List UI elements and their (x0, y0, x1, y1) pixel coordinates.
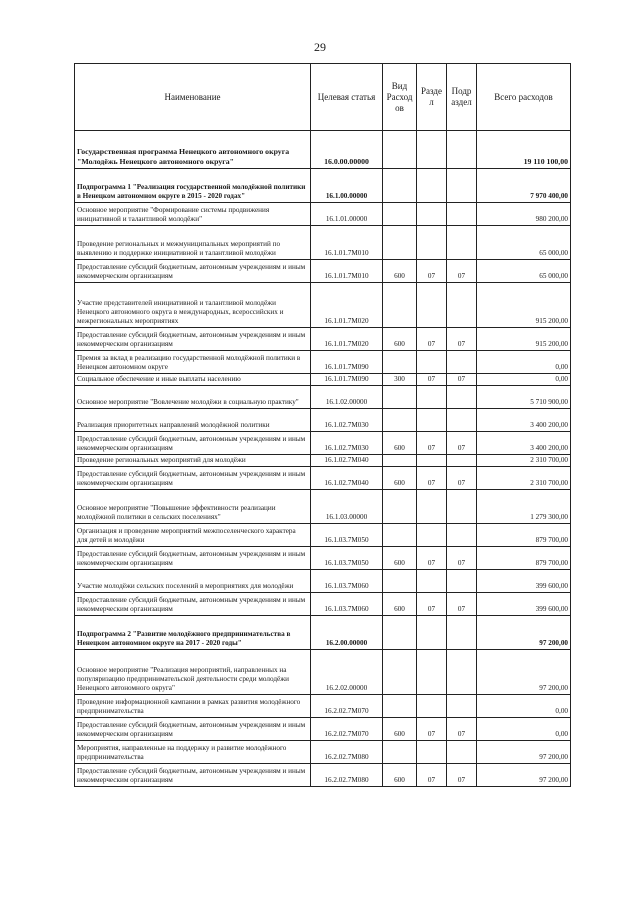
table-row (75, 226, 571, 260)
row-target-article: 16.1.03.7М060 (311, 593, 383, 616)
table-row (75, 409, 571, 432)
row-total: 879 700,00 (477, 524, 571, 547)
row-total: 0,00 (477, 351, 571, 374)
row-subsection: 07 (447, 328, 477, 351)
row-section: 07 (417, 593, 447, 616)
table-body (75, 131, 571, 787)
row-name: Премия за вклад в реализацию государственной молодёжной политики в Ненецком автономном округе (75, 351, 311, 374)
row-name: Предоставление субсидий бюджетным, автономным учреждениям и иным некоммерческим организациям (75, 260, 311, 283)
row-name: Проведение региональных и межмуниципальных мероприятий по выявлению и поддержке инициативной и талантливой молодёжи (75, 226, 311, 260)
row-total: 915 200,00 (477, 328, 571, 351)
row-total: 2 310 700,00 (477, 455, 571, 467)
row-subsection: 07 (447, 374, 477, 386)
row-expense-kind: 600 (383, 467, 417, 490)
table-row (75, 455, 571, 467)
row-total: 65 000,00 (477, 226, 571, 260)
table-row (75, 432, 571, 455)
row-subsection (447, 203, 477, 226)
header-article: Целевая статья (311, 64, 383, 131)
row-subsection: 07 (447, 260, 477, 283)
row-section (417, 131, 447, 169)
row-expense-kind: 600 (383, 432, 417, 455)
row-total: 97 200,00 (477, 741, 571, 764)
row-target-article: 16.2.02.7М070 (311, 695, 383, 718)
row-subsection (447, 386, 477, 409)
row-section: 07 (417, 260, 447, 283)
row-total: 915 200,00 (477, 283, 571, 328)
row-section (417, 386, 447, 409)
row-subsection: 07 (447, 547, 477, 570)
row-expense-kind (383, 283, 417, 328)
header-subsection: Подр аздел (447, 64, 477, 131)
row-name: Основное мероприятие "Реализация мероприятий, направленных на популяризацию предпринимательской деятельности среди молодёжи Ненецкого автономного округа" (75, 650, 311, 695)
header-name: Наименование (75, 64, 311, 131)
row-target-article: 16.1.01.7М090 (311, 374, 383, 386)
row-target-article: 16.2.02.00000 (311, 650, 383, 695)
table-row (75, 328, 571, 351)
row-subsection (447, 616, 477, 650)
table-row (75, 718, 571, 741)
table-row (75, 374, 571, 386)
table-row (75, 467, 571, 490)
row-expense-kind: 600 (383, 593, 417, 616)
row-section (417, 570, 447, 593)
row-subsection (447, 409, 477, 432)
table-row (75, 650, 571, 695)
row-target-article: 16.1.02.7М030 (311, 409, 383, 432)
row-name: Реализация приоритетных направлений молодёжной политики (75, 409, 311, 432)
row-total: 97 200,00 (477, 650, 571, 695)
row-subsection (447, 351, 477, 374)
row-total: 3 400 200,00 (477, 409, 571, 432)
row-section (417, 524, 447, 547)
row-expense-kind (383, 131, 417, 169)
row-target-article: 16.1.03.7М050 (311, 524, 383, 547)
row-subsection (447, 226, 477, 260)
table-row (75, 570, 571, 593)
row-section (417, 650, 447, 695)
row-name: Государственная программа Ненецкого автономного округа "Молодёжь Ненецкого автономного округа" (75, 131, 311, 169)
row-section: 07 (417, 547, 447, 570)
row-name: Предоставление субсидий бюджетным, автономным учреждениям и иным некоммерческим организациям (75, 593, 311, 616)
table-row (75, 741, 571, 764)
row-target-article: 16.1.03.00000 (311, 490, 383, 524)
row-expense-kind: 600 (383, 260, 417, 283)
row-total: 3 400 200,00 (477, 432, 571, 455)
row-name: Предоставление субсидий бюджетным, автономным учреждениям и иным некоммерческим организациям (75, 467, 311, 490)
row-subsection (447, 570, 477, 593)
row-section: 07 (417, 432, 447, 455)
header-kind: Вид Расход ов (383, 64, 417, 131)
row-subsection: 07 (447, 467, 477, 490)
row-total: 19 110 100,00 (477, 131, 571, 169)
row-subsection (447, 455, 477, 467)
row-subsection (447, 169, 477, 203)
row-section (417, 351, 447, 374)
row-total: 7 970 400,00 (477, 169, 571, 203)
row-name: Мероприятия, направленные на поддержку и развитие молодёжного предпринимательства (75, 741, 311, 764)
table-row (75, 695, 571, 718)
row-target-article: 16.2.02.7М070 (311, 718, 383, 741)
row-target-article: 16.1.01.7М020 (311, 283, 383, 328)
row-name: Участие молодёжи сельских поселений в мероприятиях для молодёжи (75, 570, 311, 593)
row-target-article: 16.1.01.7М010 (311, 226, 383, 260)
row-name: Социальное обеспечение и иные выплаты населению (75, 374, 311, 386)
row-name: Основное мероприятие "Формирование системы продвижения инициативной и талантливой молодёжи" (75, 203, 311, 226)
row-name: Организация и проведение мероприятий межпоселенческого характера для детей и молодёжи (75, 524, 311, 547)
row-subsection (447, 131, 477, 169)
row-subsection: 07 (447, 432, 477, 455)
header-section: Разде л (417, 64, 447, 131)
row-subsection: 07 (447, 764, 477, 787)
row-section (417, 455, 447, 467)
row-expense-kind: 600 (383, 328, 417, 351)
row-name: Проведение региональных мероприятий для молодёжи (75, 455, 311, 467)
row-name: Предоставление субсидий бюджетным, автономным учреждениям и иным некоммерческим организациям (75, 432, 311, 455)
table-header-row (75, 64, 571, 131)
row-total: 0,00 (477, 695, 571, 718)
row-total: 399 600,00 (477, 593, 571, 616)
row-expense-kind (383, 386, 417, 409)
table-row (75, 386, 571, 409)
row-section (417, 169, 447, 203)
row-expense-kind (383, 169, 417, 203)
row-expense-kind (383, 650, 417, 695)
row-target-article: 16.1.02.7М040 (311, 467, 383, 490)
row-section (417, 283, 447, 328)
row-target-article: 16.1.01.7М010 (311, 260, 383, 283)
row-name: Предоставление субсидий бюджетным, автономным учреждениям и иным некоммерческим организациям (75, 764, 311, 787)
row-target-article: 16.1.02.7М030 (311, 432, 383, 455)
row-subsection: 07 (447, 593, 477, 616)
row-expense-kind (383, 741, 417, 764)
table-row (75, 203, 571, 226)
row-total: 879 700,00 (477, 547, 571, 570)
table-row (75, 547, 571, 570)
row-expense-kind (383, 351, 417, 374)
table-row (75, 490, 571, 524)
row-expense-kind (383, 490, 417, 524)
row-expense-kind (383, 409, 417, 432)
table-row (75, 351, 571, 374)
row-name: Подпрограмма 1 "Реализация государственной молодёжной политики в Ненецком автономном округе в 2015 - 2020 годах" (75, 169, 311, 203)
row-target-article: 16.1.03.7М060 (311, 570, 383, 593)
row-expense-kind (383, 570, 417, 593)
row-subsection (447, 741, 477, 764)
row-name: Предоставление субсидий бюджетным, автономным учреждениям и иным некоммерческим организациям (75, 328, 311, 351)
table-row (75, 764, 571, 787)
table-row (75, 593, 571, 616)
row-expense-kind: 600 (383, 547, 417, 570)
row-subsection: 07 (447, 718, 477, 741)
row-expense-kind (383, 203, 417, 226)
table-row (75, 283, 571, 328)
row-name: Участие представителей инициативной и талантливой молодёжи Ненецкого автономного округа в международных, всероссийских и межрегиональных мероприятиях (75, 283, 311, 328)
row-name: Предоставление субсидий бюджетным, автономным учреждениям и иным некоммерческим организациям (75, 718, 311, 741)
row-section (417, 203, 447, 226)
row-section: 07 (417, 467, 447, 490)
header-total: Всего расходов (477, 64, 571, 131)
row-target-article: 16.1.01.00000 (311, 203, 383, 226)
row-subsection (447, 695, 477, 718)
row-section: 07 (417, 374, 447, 386)
row-expense-kind (383, 524, 417, 547)
row-name: Предоставление субсидий бюджетным, автономным учреждениям и иным некоммерческим организациям (75, 547, 311, 570)
row-total: 0,00 (477, 374, 571, 386)
table-row (75, 131, 571, 169)
row-total: 5 710 900,00 (477, 386, 571, 409)
row-total: 97 200,00 (477, 616, 571, 650)
row-target-article: 16.2.00.00000 (311, 616, 383, 650)
row-section: 07 (417, 328, 447, 351)
row-expense-kind: 600 (383, 718, 417, 741)
row-total: 980 200,00 (477, 203, 571, 226)
row-section (417, 409, 447, 432)
row-section (417, 226, 447, 260)
row-target-article: 16.1.02.7М040 (311, 455, 383, 467)
row-target-article: 16.2.02.7М080 (311, 741, 383, 764)
row-total: 0,00 (477, 718, 571, 741)
row-total: 1 279 300,00 (477, 490, 571, 524)
row-name: Проведение информационной кампании в рамках развития молодёжного предпринимательства (75, 695, 311, 718)
row-target-article: 16.1.02.00000 (311, 386, 383, 409)
row-subsection (447, 650, 477, 695)
row-target-article: 16.1.00.00000 (311, 169, 383, 203)
row-target-article: 16.1.01.7М090 (311, 351, 383, 374)
row-expense-kind: 300 (383, 374, 417, 386)
budget-table (74, 63, 571, 787)
row-target-article: 16.0.00.00000 (311, 131, 383, 169)
row-section: 07 (417, 764, 447, 787)
row-target-article: 16.1.01.7М020 (311, 328, 383, 351)
row-subsection (447, 283, 477, 328)
row-section (417, 616, 447, 650)
table-row (75, 260, 571, 283)
row-expense-kind (383, 616, 417, 650)
row-target-article: 16.2.02.7М080 (311, 764, 383, 787)
row-name: Основное мероприятие "Повышение эффективности реализации молодёжной политики в сельских поселениях" (75, 490, 311, 524)
row-expense-kind (383, 226, 417, 260)
row-expense-kind: 600 (383, 764, 417, 787)
row-total: 65 000,00 (477, 260, 571, 283)
row-section (417, 741, 447, 764)
table-row (75, 524, 571, 547)
row-expense-kind (383, 455, 417, 467)
row-name: Подпрограмма 2 "Развитие молодёжного предпринимательства в Ненецком автономном округе на 2017 - 2020 годы" (75, 616, 311, 650)
row-total: 97 200,00 (477, 764, 571, 787)
row-target-article: 16.1.03.7М050 (311, 547, 383, 570)
row-subsection (447, 490, 477, 524)
table-row (75, 169, 571, 203)
row-section (417, 695, 447, 718)
row-total: 2 310 700,00 (477, 467, 571, 490)
row-expense-kind (383, 695, 417, 718)
row-section: 07 (417, 718, 447, 741)
row-name: Основное мероприятие "Вовлечение молодёжи в социальную практику" (75, 386, 311, 409)
row-total: 399 600,00 (477, 570, 571, 593)
row-subsection (447, 524, 477, 547)
table-row (75, 616, 571, 650)
page-number: 29 (314, 40, 326, 54)
row-section (417, 490, 447, 524)
